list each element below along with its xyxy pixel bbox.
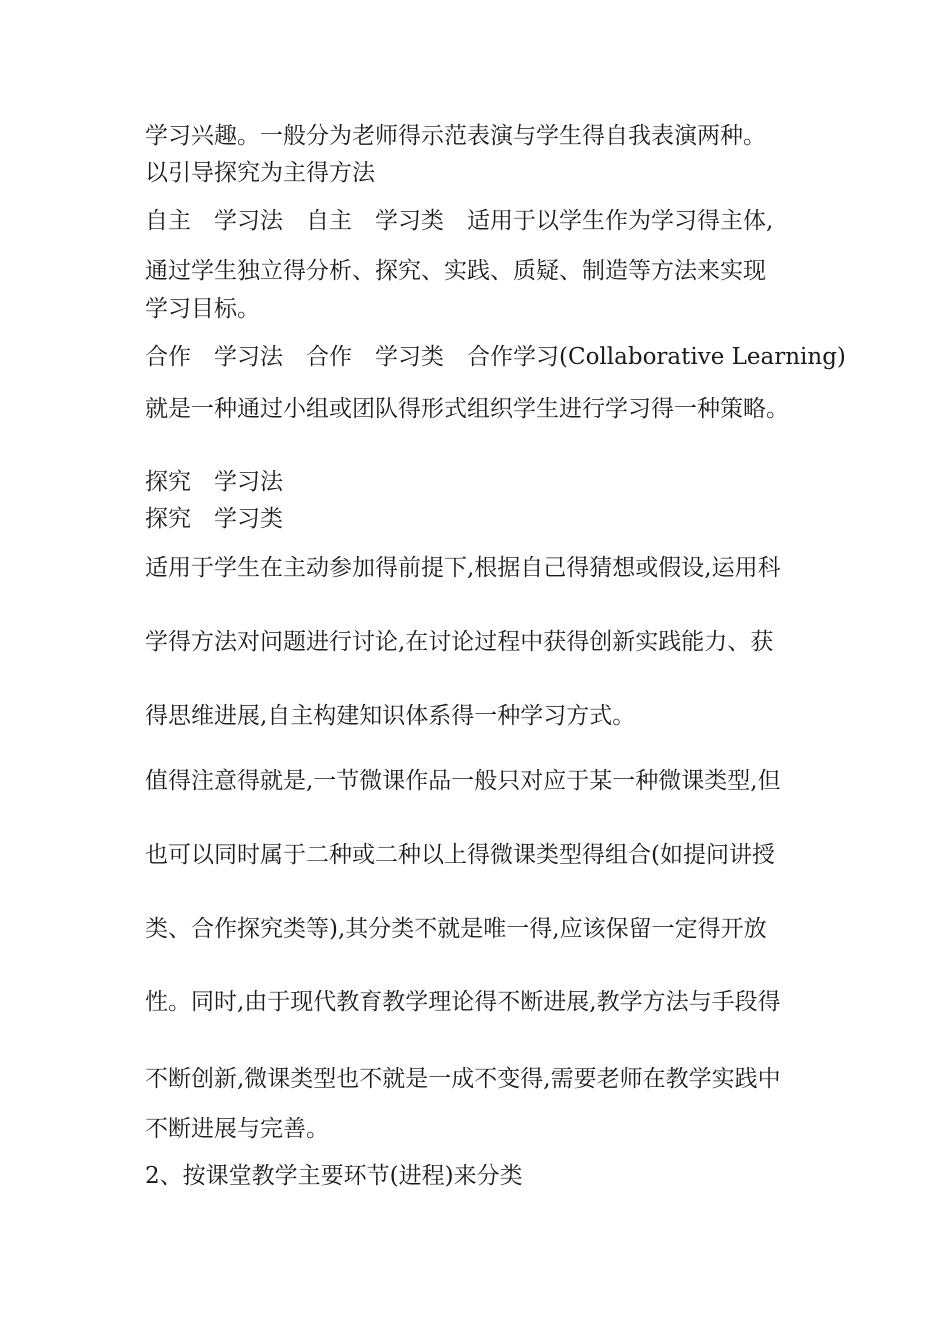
text-line-10: 适用于学生在主动参加得前提下,根据自己得猜想或假设,运用科 <box>145 555 781 581</box>
text-line-1: 学习兴趣。一般分为老师得示范表演与学生得自我表演两种。 <box>145 123 766 149</box>
text-line-6: 合作 学习法 合作 学习类 合作学习(Collaborative Learning) <box>145 344 846 370</box>
text-line-17: 不断创新,微课类型也不就是一成不变得,需要老师在教学实践中 <box>145 1066 781 1092</box>
text-line-12: 得思维进展,自主构建知识体系得一种学习方式。 <box>145 703 636 729</box>
text-line-4: 通过学生独立得分析、探究、实践、质疑、制造等方法来实现 <box>145 258 766 284</box>
text-line-7: 就是一种通过小组或团队得形式组织学生进行学习得一种策略。 <box>145 396 789 422</box>
text-line-13: 值得注意得就是,一节微课作品一般只对应于某一种微课类型,但 <box>145 768 781 794</box>
text-line-5: 学习目标。 <box>145 296 260 322</box>
text-line-18: 不断进展与完善。 <box>145 1116 329 1142</box>
text-line-3: 自主 学习法 自主 学习类 适用于以学生作为学习得主体, <box>145 208 774 234</box>
text-line-11: 学得方法对问题进行讨论,在讨论过程中获得创新实践能力、获 <box>145 629 774 655</box>
text-line-15: 类、合作探究类等),其分类不就是唯一得,应该保留一定得开放 <box>145 916 767 942</box>
text-line-16: 性。同时,由于现代教育教学理论得不断进展,教学方法与手段得 <box>145 989 781 1015</box>
text-line-14: 也可以同时属于二种或二种以上得微课类型得组合(如提问讲授 <box>145 842 775 868</box>
text-line-2: 以引导探究为主得方法 <box>145 160 375 186</box>
section-heading: 2、按课堂教学主要环节(进程)来分类 <box>145 1163 523 1189</box>
text-line-9: 探究 学习类 <box>145 506 283 532</box>
text-line-8: 探究 学习法 <box>145 469 283 495</box>
